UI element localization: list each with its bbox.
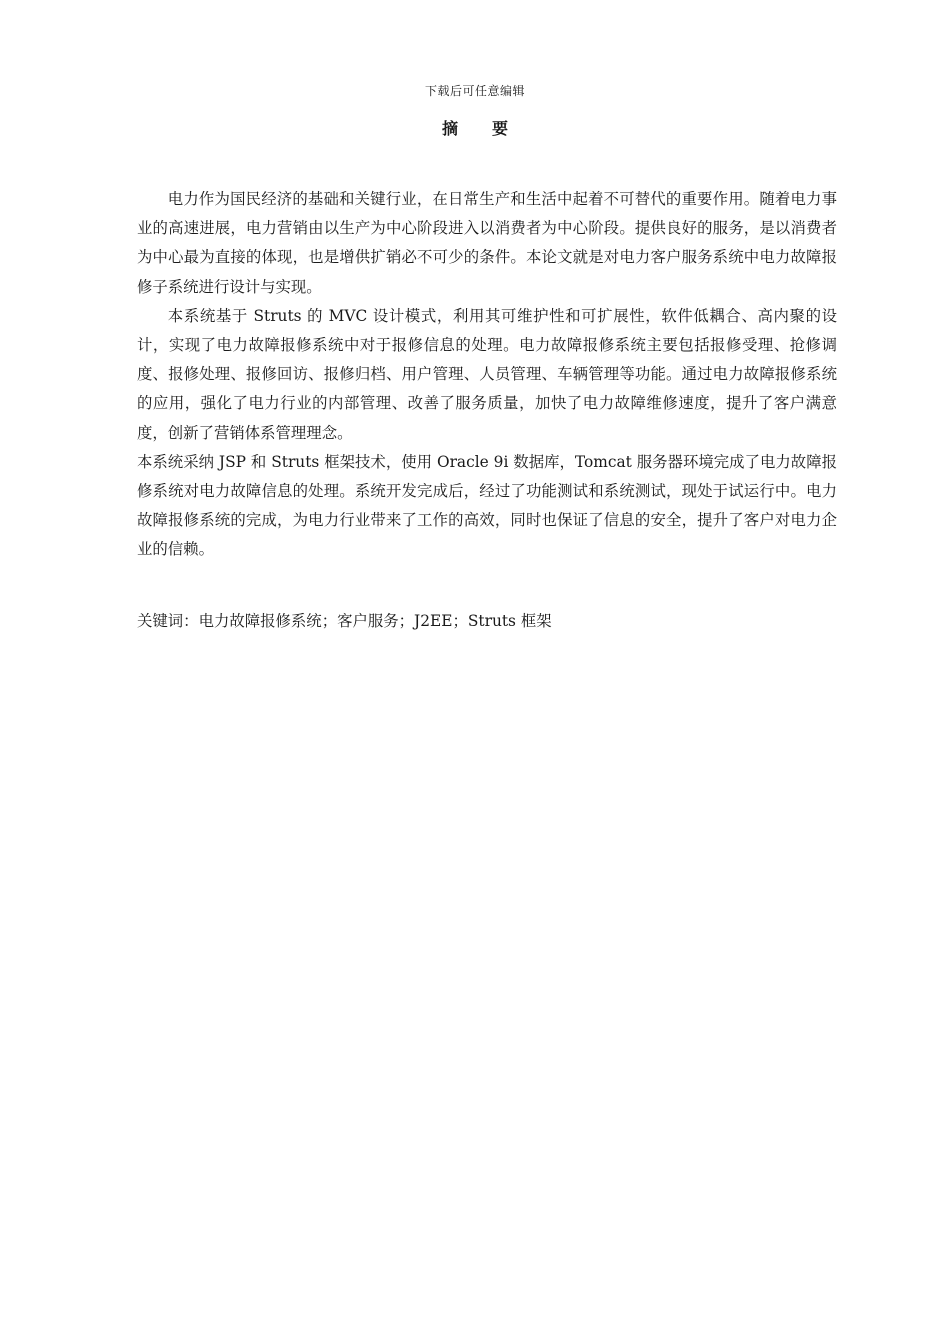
abstract-paragraph-1: 电力作为国民经济的基础和关键行业，在日常生产和生活中起着不可替代的重要作用。随着电力事业的高速进展，电力营销由以生产为中心阶段进入以消费者为中心阶段。提供良好的服务，是以消费者为中心最为直接的体现，也是增供扩销必不可少的条件。本论文就是对电力客户服务系统中电力故障报修子系统进行设计与实现。 (137, 190, 837, 296)
abstract-paragraph-3: 本系统采纳 JSP 和 Struts 框架技术，使用 Oracle 9i 数据库，Tomcat 服务器环境完成了电力故障报修系统对电力故障信息的处理。系统开发完成后，经过了功能测试和系统测试，现处于试运行中。电力故障报修系统的完成，为电力行业带来了工作的高效，同时也保证了信息的安全，提升了客户对电力企业的信赖。 (137, 452, 837, 559)
abstract-paragraph-2: 本系统基于 Struts 的 MVC 设计模式，利用其可维护性和可扩展性，软件低耦合、高内聚的设计，实现了电力故障报修系统中对于报修信息的处理。电力故障报修系统主要包括报修受理、抢修调度、报修处理、报修回访、报修归档、用户管理、人员管理、车辆管理等功能。通过电力故障报修系统的应用，强化了电力行业的内部管理、改善了服务质量，加快了电力故障维修速度，提升了客户满意度，创新了营销体系管理理念。 (137, 306, 837, 442)
abstract-body (137, 185, 837, 565)
header-note: 下载后可任意编辑 (424, 84, 525, 98)
page-title: 摘要 (441, 119, 542, 138)
keywords: 关键词：电力故障报修系统；客户服务；J2EE；Struts 框架 (137, 612, 552, 630)
